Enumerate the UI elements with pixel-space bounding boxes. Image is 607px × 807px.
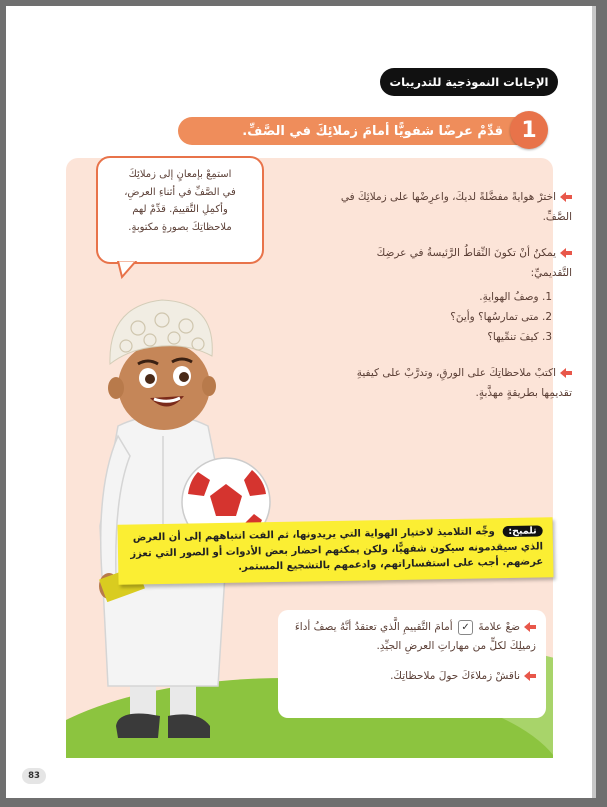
activity-title-text: قدِّمْ عرضًا شفويًّا أمامَ زملائِكَ في الصَّفِّ. xyxy=(242,123,503,139)
activity-number: 1 xyxy=(510,111,548,149)
evaluation-item-2 xyxy=(288,667,536,686)
section-header xyxy=(380,68,558,96)
evaluation-text-1b: أمامَ التَّقييمِ الَّذي تعتقدُ أنَّهُ يصفُ أداءَ زميلِكَ لكلٍّ من مهاراتِ العرضِ الجيِّدِ. xyxy=(294,621,536,653)
evaluation-item-1 xyxy=(288,618,536,657)
arrow-left-icon xyxy=(524,622,536,632)
arrow-left-icon xyxy=(560,192,572,202)
key-point-2: 2. متى تمارسُها؟ وأينَ؟ xyxy=(450,310,552,323)
arrow-left-icon xyxy=(560,248,572,258)
key-point-3: 3. كيفَ تنمِّيها؟ xyxy=(487,330,552,343)
arrow-left-icon xyxy=(524,671,536,681)
speech-line-1: استمِعْ بإمعانٍ إلى زملائِكَ xyxy=(128,169,232,180)
instruction-text-3: اكتبْ ملاحظاتِكَ على الورقِ، وتدرَّبْ على كيفيةِ تقديمِها بطريقةٍ مهذَّبةٍ. xyxy=(356,366,572,399)
evaluation-text-2: ناقشْ زملاءَكَ حولَ ملاحظاتِكَ. xyxy=(390,669,520,682)
instruction-text-2: يمكنُ أنْ تكونَ النِّقاطُ الرَّئيسةُ في عرضِكَ التَّقديميِّ: xyxy=(376,246,572,279)
evaluation-box xyxy=(278,610,546,718)
activity-title-bar xyxy=(178,117,523,145)
section-header-title: الإجابات النموذجية للتدريبات xyxy=(389,75,549,89)
tip-label: تلميح: xyxy=(502,525,543,537)
check-icon: ✓ xyxy=(458,620,473,635)
speech-bubble xyxy=(96,156,264,264)
instruction-item-3 xyxy=(336,364,572,404)
evaluation-text-1a: ضعْ علامةَ xyxy=(478,621,520,633)
key-point-1: 1. وصفُ الهوايةِ. xyxy=(479,290,552,303)
instruction-item-2 xyxy=(336,244,572,348)
instruction-item-1 xyxy=(336,188,572,228)
arrow-left-icon xyxy=(560,368,572,378)
teacher-tip-note xyxy=(118,517,554,585)
key-points-list xyxy=(336,288,572,348)
speech-line-2: في الصَّفِّ في أثناءِ العرضِ، xyxy=(124,186,236,198)
instructions-list xyxy=(336,188,572,419)
page-number: 83 xyxy=(22,768,46,784)
tip-text: وجِّه التلاميذ لاختيار الهواية التي يريدونها، ثم الفت انتباههم إلى أن العرض الذي سيقدمونه سيكون شفهيًّا، ولكن يمكنهم احضار بعض الأدوات أو الصور التي تعزز عرضهم. أجب على استفساراتهم، وادعمهم بالتشجيع المستمر. xyxy=(130,526,544,573)
worksheet-page xyxy=(6,6,596,798)
activity-title xyxy=(178,111,548,151)
speech-line-3: وأكمِلِ التَّقييمَ. قدِّمْ لهم xyxy=(132,204,228,215)
speech-line-4: ملاحظاتِكَ بصورةٍ مكتوبةٍ. xyxy=(128,221,232,233)
page-edge xyxy=(592,6,596,798)
instruction-text-1: اخترْ هوايةً مفضَّلةً لديكَ، واعرِضْها على زملائِكَ في الصَّفِّ. xyxy=(340,191,572,223)
speech-tail-icon xyxy=(116,261,146,279)
